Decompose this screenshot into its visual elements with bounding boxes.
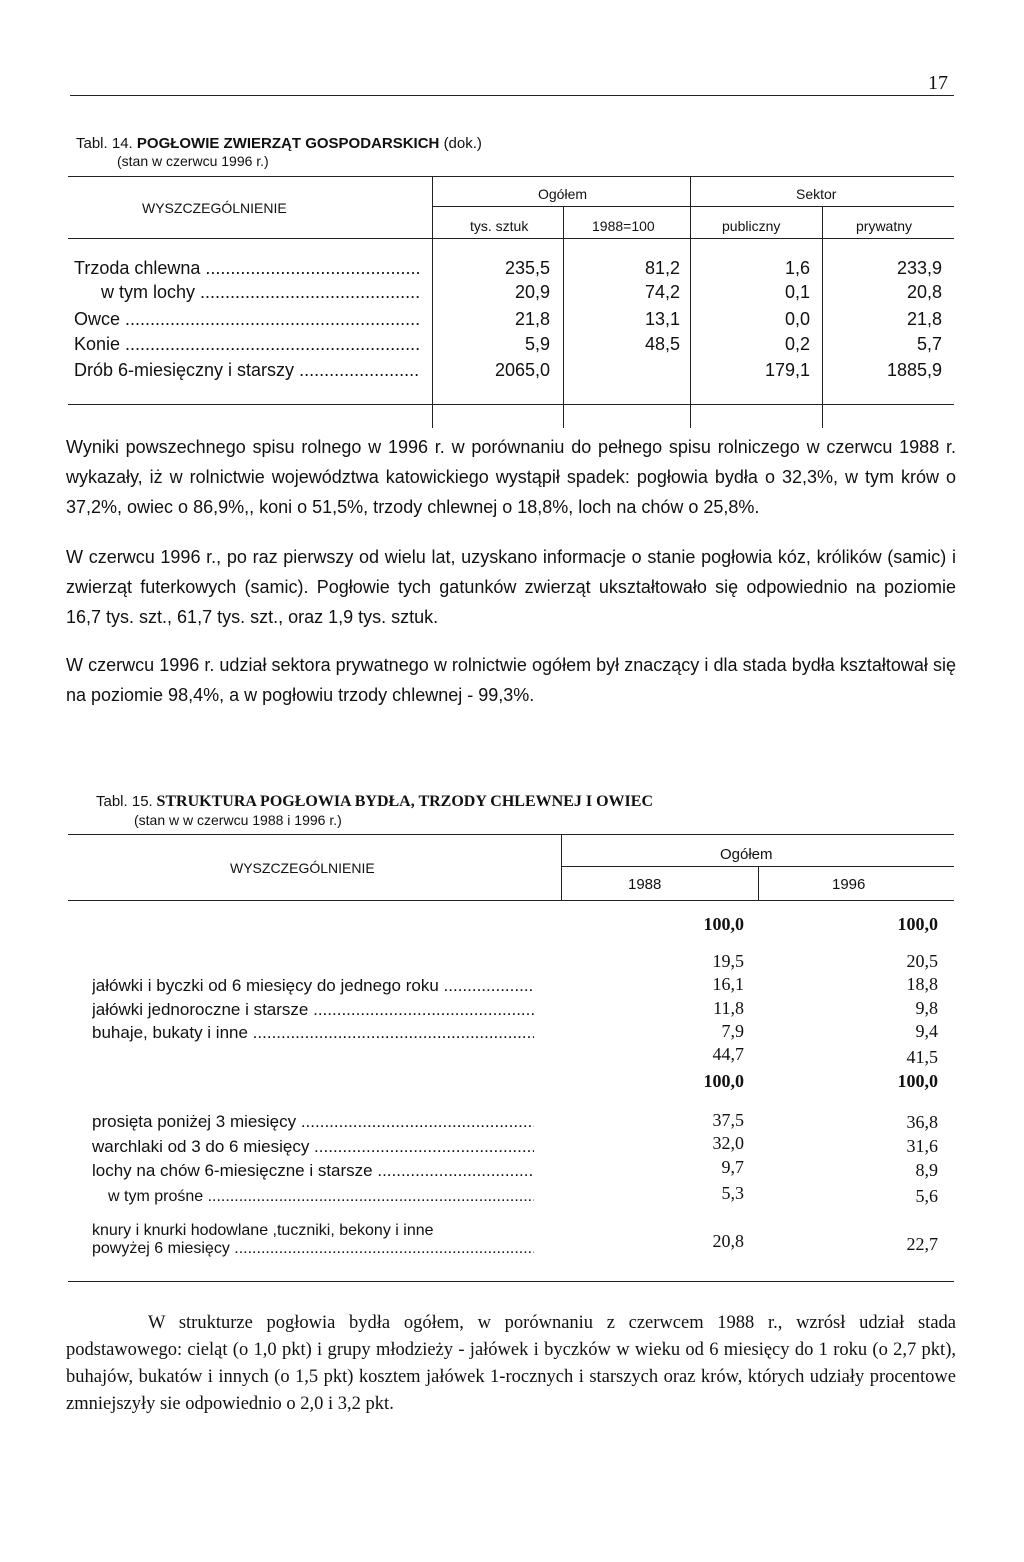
table14-title: POGŁOWIE ZWIERZĄT GOSPODARSKICH — [136, 135, 440, 152]
table15-col-1988: 1988 — [628, 876, 662, 893]
table14-cell: 5,9 — [524, 334, 550, 354]
paragraph: Wyniki powszechnego spisu rolnego w 1996 r. w porównaniu do pełnego spisu rolniczego w czerwcu 1988 r. wykazały, iż w rolnictwie województwa katowickiego wystąpił spadek: pogłowia bydła o 32,3%, w tym krów o 37,2%, owiec o 86,9%,, koni o 51,5%, trzody chlewnej o 18,8%, loch na chów o 25,8%. — [66, 437, 956, 517]
table14-caption-prefix: Tabl. 14. — [76, 135, 133, 152]
table14-cell: 0,0 — [784, 309, 810, 329]
table14-caption — [76, 135, 482, 152]
table14-title-suffix: (dok.) — [443, 135, 482, 152]
table14-cell: 179,1 — [764, 360, 810, 380]
table14-row-label: Drób 6-miesięczny i starszy ..... — [74, 360, 420, 381]
paragraph-block-1 — [66, 432, 956, 710]
table14-group-ogolem: Ogółem — [538, 186, 588, 202]
table14-cell: 233,9 — [896, 258, 942, 278]
table14-row-label: Trzoda chlewna ..... — [74, 258, 420, 279]
table14-row-label: w tym lochy ..... — [101, 282, 420, 303]
table15-cell: 20,5 — [906, 951, 938, 971]
table14-vline-4 — [822, 206, 823, 428]
page-number: 17 — [928, 72, 948, 94]
table15-cell: 36,8 — [906, 1112, 938, 1132]
table15-cell: 5,6 — [915, 1186, 938, 1206]
table15-row-label: w tym prośne ..... — [108, 1188, 534, 1206]
paragraph-block-2 — [66, 1310, 956, 1418]
table14-cell: 13,1 — [644, 309, 680, 329]
table15-cell: 44,7 — [712, 1044, 744, 1064]
table15-cell: 16,1 — [712, 974, 744, 994]
table14-row-label: Owce ..... — [74, 309, 420, 330]
table15-cell: 32,0 — [712, 1133, 744, 1153]
table15-cell: 100,0 — [703, 1071, 744, 1091]
table15-row-label: prosięta poniżej 3 miesięcy ..... — [92, 1112, 534, 1132]
table14-top-rule — [68, 176, 954, 177]
table15-row-label: jałówki jednoroczne i starsze ..... — [92, 1000, 534, 1020]
table15-cell: 11,8 — [713, 998, 744, 1018]
table14-cell: 2065,0 — [494, 360, 550, 380]
table15-cell: 41,5 — [906, 1047, 938, 1067]
table14-cell: 81,2 — [644, 258, 680, 278]
table14-vline-3 — [690, 176, 691, 428]
table14-cell: 5,7 — [916, 334, 942, 354]
table14-cell: 48,5 — [644, 334, 680, 354]
table14-cell: 20,9 — [514, 282, 550, 302]
table15-row-label: lochy na chów 6-miesięczne i starsze ..... — [92, 1161, 534, 1181]
table15-bottom-rule — [68, 1281, 954, 1282]
table15-title: STRUKTURA POGŁOWIA BYDŁA, TRZODY CHLEWNEJ I OWIEC — [156, 793, 653, 810]
table15-cell: 20,8 — [712, 1231, 744, 1251]
table14-cell: 20,8 — [906, 282, 942, 302]
table14-vline-2 — [563, 206, 564, 428]
table15-caption-prefix: Tabl. 15. — [96, 793, 153, 810]
table14-col-index: 1988=100 — [592, 218, 655, 234]
table14-group-rule — [433, 206, 954, 207]
table15-col-header-main: WYSZCZEGÓLNIENIE — [230, 860, 375, 876]
table15-cell: 18,8 — [906, 974, 938, 994]
table15-group-ogolem: Ogółem — [720, 846, 773, 863]
table15-subtitle: (stan w w czerwcu 1988 i 1996 r.) — [134, 812, 342, 828]
table14-cell: 1885,9 — [886, 360, 942, 380]
table14-cell: 21,8 — [906, 309, 942, 329]
table15-row-label: jałówki i byczki od 6 miesięcy do jednego roku ..... — [92, 976, 534, 996]
table14-row-label: Konie ..... — [74, 334, 420, 355]
table15-cell: 5,3 — [721, 1183, 744, 1203]
table14-col-header-main: WYSZCZEGÓLNIENIE — [142, 200, 287, 216]
table15-row-label: warchlaki od 3 do 6 miesięcy ..... — [92, 1137, 534, 1157]
table15-cell: 9,4 — [915, 1021, 938, 1041]
table14-vline-1 — [432, 176, 433, 428]
table15-cell: 9,7 — [721, 1157, 744, 1177]
paragraph: W strukturze pogłowia bydła ogółem, w porównaniu z czerwcem 1988 r., wzrósł udział stada podstawowego: cieląt (o 1,0 pkt) i grupy młodzieży - jałówek i byczków w wieku od 6 miesięcy do 1 roku (o 2,7 pkt), buhajów, bukatów i innych (o 1,5 pkt) kosztem jałówek 1-rocznych i starszych oraz krów, których udziały procentowe zmniejszyły sie odpowiednio o 2,0 i 3,2 pkt. — [66, 1313, 956, 1414]
table14-cell: 0,1 — [784, 282, 810, 302]
table14-group-sektor: Sektor — [796, 186, 837, 202]
table15-col-1996: 1996 — [832, 876, 866, 893]
table15-cell: 8,9 — [915, 1160, 938, 1180]
table14-cell: 21,8 — [514, 309, 550, 329]
table14-col-prywatny: prywatny — [856, 218, 913, 234]
table15-cell: 100,0 — [703, 914, 744, 934]
table14-cell: 1,6 — [784, 258, 810, 278]
table14-col-tys: tys. sztuk — [470, 218, 529, 234]
table15-cell: 31,6 — [906, 1136, 938, 1156]
table15-cell: 7,9 — [721, 1021, 744, 1041]
header-rule — [70, 95, 954, 96]
table15-row-label-line2: powyżej 6 miesięcy ..... — [92, 1240, 534, 1258]
table14-cell: 235,5 — [504, 258, 550, 278]
paragraph: W czerwcu 1996 r., po raz pierwszy od wielu lat, uzyskano informacje o stanie pogłowia kóz, królików (samic) i zwierząt futerkowych (samic). Pogłowie tych gatunków zwierząt ukształtowało się odpowiednio na poziomie 16,7 tys. szt., 61,7 tys. szt., oraz 1,9 tys. sztuk. — [66, 547, 956, 627]
table15-cell: 9,8 — [915, 998, 938, 1018]
table15-row-label: buhaje, bukaty i inne ..... — [92, 1023, 534, 1043]
table14-cell: 0,2 — [784, 334, 810, 354]
table15-cell: 100,0 — [897, 1071, 938, 1091]
table14-cell: 74,2 — [644, 282, 680, 302]
table15-cell: 37,5 — [712, 1110, 744, 1130]
table15-cell: 19,5 — [712, 951, 744, 971]
table15-header-rule — [68, 900, 954, 901]
table15-top-rule — [68, 834, 954, 835]
table15-row-label-line1: knury i knurki hodowlane ,tuczniki, bekony i inne — [92, 1222, 434, 1239]
table14-subtitle: (stan w czerwcu 1996 r.) — [117, 153, 269, 169]
table15-cell: 100,0 — [897, 914, 938, 934]
table15-cell: 22,7 — [906, 1234, 938, 1254]
paragraph: W czerwcu 1996 r. udział sektora prywatnego w rolnictwie ogółem był znaczący i dla stada bydła kształtował się na poziomie 98,4%, a w pogłowiu trzody chlewnej - 99,3%. — [66, 655, 956, 705]
table14-col-publiczny: publiczny — [722, 218, 781, 234]
table15-vline-2 — [758, 866, 759, 900]
table15-caption — [96, 793, 653, 811]
table15-vline-1 — [561, 834, 562, 900]
